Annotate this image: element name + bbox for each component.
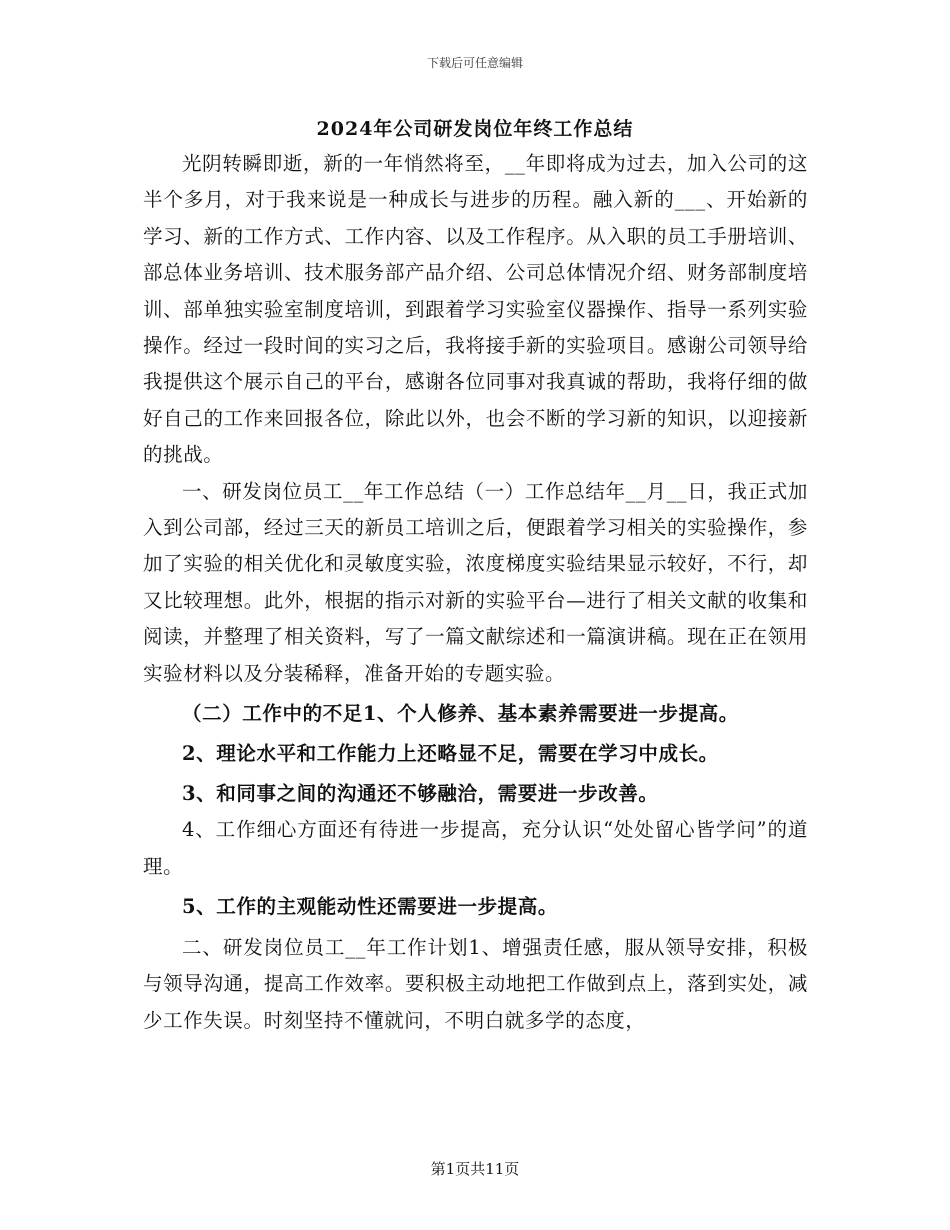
paragraph-work-summary: 一、研发岗位员工__年工作总结（一）工作总结年__月__日，我正式加入到公司部，经过三天的新员工培训之后，便跟着学习相关的实验操作，参加了实验的相关优化和灵敏度实验，浓度梯度实验结果显示较好，不行，却又比较理想。此外，根据的指示对新的实验平台—进行了相关文献的收集和阅读，并整理了相关资料，写了一篇文献综述和一篇演讲稿。现在正在领用实验材料以及分装稀释，准备开始的专题实验。 (143, 479, 808, 685)
paragraph-shortcoming-5: 5、工作的主观能动性还需要进一步提高。 (182, 894, 558, 918)
paragraph-shortcoming-4: 4、工作细心方面还有待进一步提高，充分认识“处处留心皆学问”的道理。 (143, 818, 808, 878)
paragraph-work-plan: 二、研发岗位员工__年工作计划1、增强责任感，服从领导安排，积极与领导沟通，提高工作效率。要积极主动地把工作做到点上，落到实处，减少工作失误。时刻坚持不懂就问，不明白就多学的态度， (143, 935, 808, 1032)
header-note: 下载后可任意编辑 (426, 56, 523, 70)
paragraph-shortcoming-3: 3、和同事之间的沟通还不够融洽，需要进一步改善。 (182, 782, 659, 806)
paragraph-shortcoming-1: （二）工作中的不足1、个人修养、基本素养需要进一步提高。 (182, 702, 739, 726)
document-title: 2024年公司研发岗位年终工作总结 (316, 118, 634, 140)
page-number: 第1页共11页 (430, 1160, 520, 1178)
document-body (143, 146, 808, 1039)
paragraph-shortcoming-2: 2、理论水平和工作能力上还略显不足，需要在学习中成长。 (182, 742, 719, 766)
paragraph-intro: 光阴转瞬即逝，新的一年悄然将至，__年即将成为过去，加入公司的这半个多月，对于我来说是一种成长与进步的历程。融入新的___、开始新的学习、新的工作方式、工作内容、以及工作程序。从入职的员工手册培训、部总体业务培训、技术服务部产品介绍、公司总体情况介绍、财务部制度培训、部单独实验室制度培训，到跟着学习实验室仪器操作、指导一系列实验操作。经过一段时间的实习之后，我将接手新的实验项目。感谢公司领导给我提供这个展示自己的平台，感谢各位同事对我真诚的帮助，我将仔细的做好自己的工作来回报各位，除此以外，也会不断的学习新的知识，以迎接新的挑战。 (143, 152, 808, 467)
